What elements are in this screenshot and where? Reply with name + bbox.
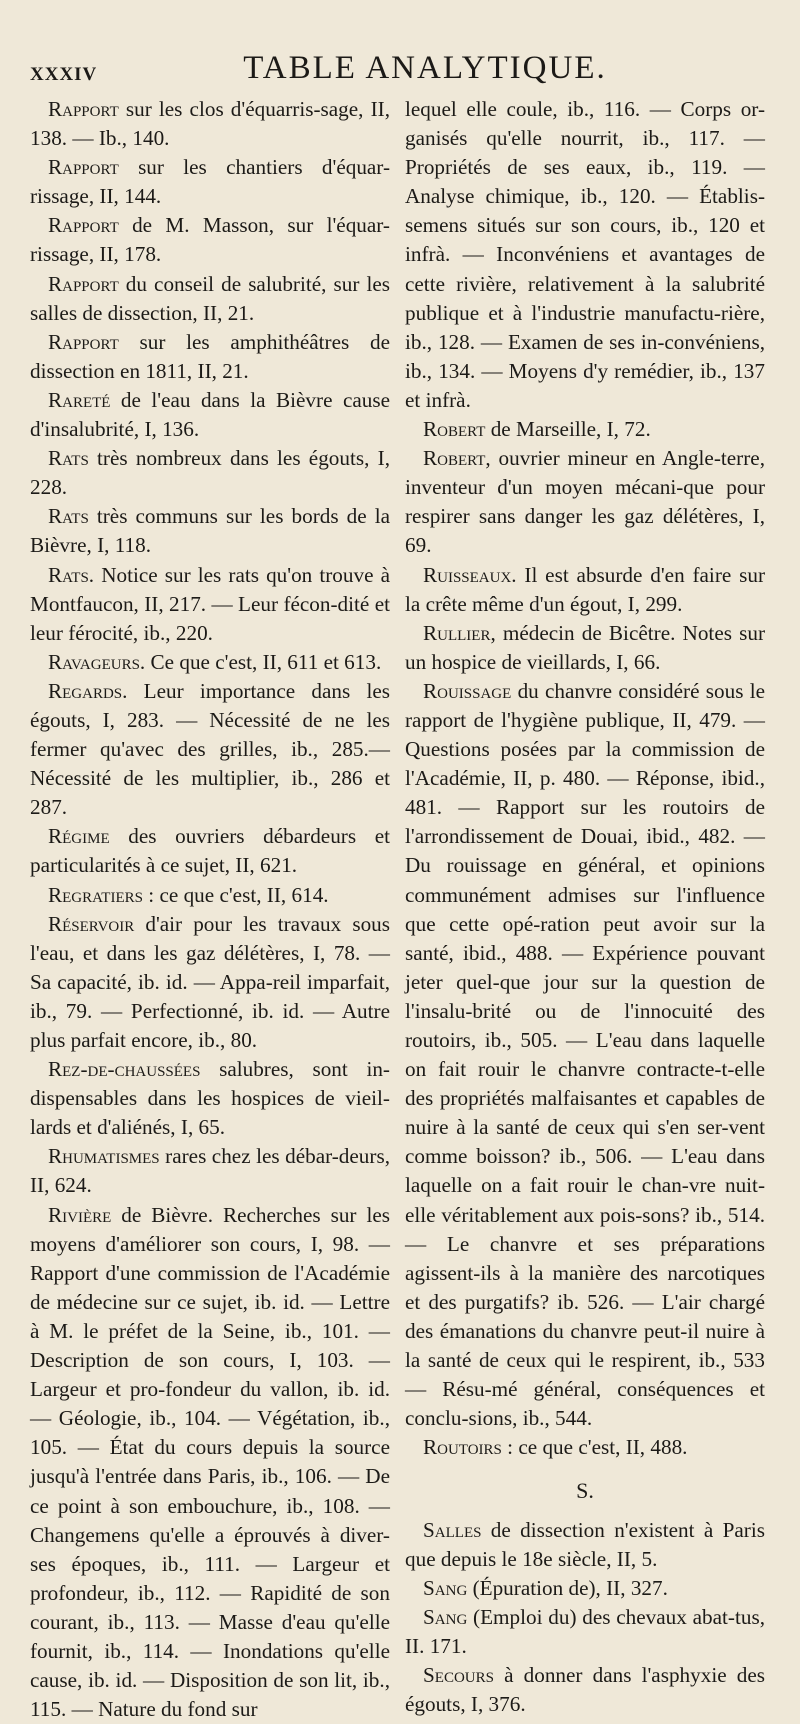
index-entry [30, 648, 390, 677]
entry-text: d'air pour les travaux sous l'eau, et dans les gaz délétères, I, 78. — Sa capacité, ib. id. — Appa-reil imparfait, ib., 79. — Perfectionné, ib. id. — Autre plus parfait encore, ib., 80. [30, 911, 390, 1052]
entry-headword: Robert [423, 417, 486, 442]
index-entry [30, 677, 390, 822]
entry-text: (Épuration de), II, 327. [467, 1575, 668, 1600]
page-title: TABLE ANALYTIQUE. [243, 50, 607, 86]
index-entry [30, 153, 390, 211]
index-entry [405, 1516, 765, 1574]
entry-text: Notice sur les rats qu'on trouve à Montfaucon, II, 217. — Leur fécon-dité et leur férocité, ib., 220. [30, 562, 390, 645]
entry-headword: Régime [48, 824, 110, 849]
entry-headword: Robert, [423, 446, 491, 471]
index-entry [30, 1142, 390, 1200]
entry-text: à donner dans l'asphyxie des égouts, I, 376. [405, 1662, 765, 1717]
entry-headword: Rez-de-chaussées [48, 1057, 201, 1082]
index-entry [30, 211, 390, 269]
entry-headword: Rats [48, 446, 89, 471]
index-entry [30, 1055, 390, 1142]
entry-headword: Rouissage [423, 678, 512, 703]
entry-text: des ouvriers débardeurs et particularités à ce sujet, II, 621. [30, 824, 390, 878]
index-entry [30, 95, 390, 153]
index-entry [30, 910, 390, 1055]
entry-headword: Rapport [48, 213, 119, 238]
index-entry [30, 444, 390, 502]
entry-text: du conseil de salubrité, sur les salles de dissection, II, 21. [30, 271, 390, 325]
entry-text: sur les chantiers d'équar-rissage, II, 144. [30, 155, 390, 209]
index-entry [30, 502, 390, 560]
entry-text: rares chez les débar-deurs, II, 624. [30, 1144, 390, 1198]
index-entry [30, 822, 390, 880]
entry-text: sur les amphithéâtres de dissection en 1811, II, 21. [30, 329, 390, 383]
index-entry [405, 1433, 765, 1462]
entry-headword: Ruisseaux. [423, 562, 517, 587]
entry-headword: Regards. [48, 678, 128, 703]
section-letter: S. [576, 1478, 594, 1504]
entry-text: (Emploi du) des chevaux abat-tus, II. 171. [405, 1604, 765, 1658]
entry-text: très nombreux dans les égouts, I, 228. [30, 446, 390, 500]
entry-headword: Regratiers [48, 882, 143, 907]
index-entry [30, 881, 390, 910]
index-entry [30, 328, 390, 386]
entry-headword: Rapport [48, 329, 119, 354]
entry-headword: Réservoir [48, 911, 135, 936]
entry-text: médecin de Bicêtre. Notes sur un hospice de vieillards, I, 66. [405, 620, 765, 674]
entry-headword: Rhumatismes [48, 1144, 160, 1169]
index-entry [30, 386, 390, 444]
index-entry [405, 1661, 765, 1719]
entry-headword: Rapport [48, 155, 119, 180]
entry-text: sur les clos d'équarris-sage, II, 138. — Ib., 140. [30, 97, 390, 151]
entry-headword: Rats [48, 504, 89, 529]
index-entry [405, 561, 765, 619]
index-entry [405, 444, 765, 560]
index-entry [405, 1574, 765, 1603]
entry-headword: Sang [423, 1575, 468, 1600]
index-entry [30, 1201, 390, 1724]
index-entry [30, 561, 390, 648]
entry-headword: Rullier, [423, 620, 496, 645]
entry-text: de M. Masson, sur l'équar-rissage, II, 178. [30, 213, 390, 267]
entry-headword: Ravageurs. [48, 649, 146, 674]
entry-text: de dissection n'existent à Paris que depuis le 18e siècle, II, 5. [405, 1517, 765, 1571]
page-number: XXXIV [30, 64, 98, 85]
index-entry [405, 415, 765, 444]
entry-text: lequel elle coule, ib., 116. — Corps or-ganisés qu'elle nourrit, ib., 117. — Propriétés de ses eaux, ib., 119. — Analyse chimique, ib., 120. — Établis-semens situés sur son cours, ib., 120 et infrà. — Inconvéniens et avantages de cette rivière, relativement à la salubrité publique et à l'industrie manufactu-rière, ib., 128. — Examen de ses in-convéniens, ib., 134. — Moyens d'y remédier, ib., 137 et infrà. [405, 97, 765, 412]
entry-text: de Marseille, I, 72. [485, 417, 651, 442]
index-entry [405, 1603, 765, 1661]
entry-headword: Rareté [48, 387, 111, 412]
right-column [405, 95, 765, 1719]
left-column [30, 95, 390, 1724]
entry-text: du chanvre considéré sous le rapport de l'hygiène publique, II, 479. — Questions posées par la commission de l'Académie, II, p. 480. — Réponse, ibid., 481. — Rapport sur les routoirs de l'arrondissement de Douai, ibid., 482. — Du rouissage en général, et opinions communément admises sur l'influence que cette opé-ration peut avoir sur la santé, ibid., 488. — Expérience pouvant jeter quel-que jour sur la question de l'insalu-brité ou de l'innocuité des routoirs, ib., 505. — L'eau dans laquelle on fait rouir le chanvre contracte-t-elle des propriétés malfaisantes et capables de nuire à la santé de ceux qui s'en ser-vent comme boisson? ib., 506. — L'eau dans laquelle on a fait rouir le chan-vre nuit-elle véritablement aux pois-sons? ib., 514. — Le chanvre et ses préparations agissent-ils à la manière des narcotiques et des purgatifs? ib. 526. — L'air chargé des émanations du chanvre peut-il nuire à la santé de ceux qui le respirent, ib., 533 — Résu-mé général, conséquences et conclu-sions, ib., 544. [405, 678, 765, 1431]
entry-headword: Rapport [48, 97, 119, 121]
entry-text: ouvrier mineur en Angle-terre, inventeur d'un moyen mécani-que pour respirer sans danger les gaz délétères, I, 69. [405, 446, 765, 558]
entry-text: salubres, sont in-dispensables dans les hospices de vieil-lards et d'aliénés, I, 65. [30, 1057, 390, 1140]
index-entry [405, 619, 765, 677]
entry-headword: Sang [423, 1604, 468, 1629]
entry-text: Leur importance dans les égouts, I, 283. — Nécessité de ne les fermer qu'avec des grilles, ib., 285.— Nécessité de les multiplier, ib., 286 et 287. [30, 678, 390, 820]
entry-text: Ce que c'est, II, 611 et 613. [145, 649, 382, 674]
entry-headword: Rats. [48, 562, 95, 587]
entry-headword: Secours [423, 1662, 494, 1687]
entry-headword: Rapport [48, 271, 119, 296]
entry-text: : ce que c'est, II, 614. [142, 882, 329, 907]
entry-headword: Rivière [48, 1202, 112, 1227]
index-entry [30, 270, 390, 328]
entry-headword: Routoirs [423, 1435, 502, 1460]
entry-text: très communs sur les bords de la Bièvre, I, 118. [30, 504, 390, 558]
entry-text: Il est absurde d'en faire sur la crête même d'un égout, I, 299. [405, 562, 765, 616]
index-entry [405, 95, 765, 415]
entry-headword: Salles [423, 1517, 482, 1542]
entry-text: : ce que c'est, II, 488. [501, 1435, 688, 1460]
entry-text: de Bièvre. Recherches sur les moyens d'améliorer son cours, I, 98. — Rapport d'une commission de l'Académie de médecine sur ce sujet, ib. id. — Lettre à M. le préfet de la Seine, ib., 101. — Description de son cours, I, 103. — Largeur et pro-fondeur du vallon, ib. id. — Géologie, ib., 104. — Végétation, ib., 105. — État du cours depuis la source jusqu'à l'entrée dans Paris, ib., 106. — De ce point à son embouchure, ib., 108. — Changemens qu'elle a éprouvés à diver-ses époques, ib., 111. — Largeur et profondeur, ib., 112. — Rapidité de son courant, ib., 113. — Masse d'eau qu'elle fournit, ib., 114. — Inondations qu'elle cause, ib. id. — Disposition de son lit, ib., 115. — Nature du fond sur [30, 1202, 390, 1722]
entry-text: de l'eau dans la Bièvre cause d'insalubrité, I, 136. [30, 387, 390, 442]
index-entry [405, 677, 765, 1433]
